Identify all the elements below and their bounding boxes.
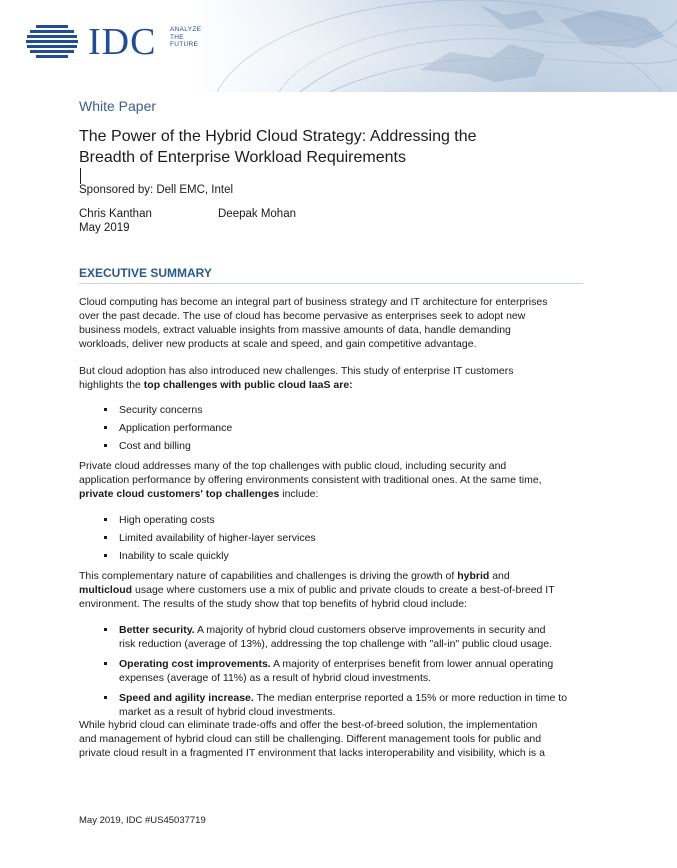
paragraph-management: While hybrid cloud can eliminate trade-offs and offer the best-of-breed solution, the implementation and management of hybrid cloud can still be challenging. Different management tools for public and private cloud result in a fragmented IT environment that lacks interoperability and visibility, which is a bbox=[79, 719, 545, 759]
list-item: Operating cost improvements. A majority of enterprises benefit from lower annual operating expenses (average of 11%) as a result of hybrid cloud investments. bbox=[103, 657, 583, 685]
list-item: Limited availability of higher-layer services bbox=[103, 531, 583, 545]
author-name: Deepak Mohan bbox=[218, 208, 296, 220]
list-item: Speed and agility increase. The median enterprise reported a 15% or more reduction in time to market as a result of hybrid cloud investments. bbox=[103, 691, 583, 719]
page-footer: May 2019, IDC #US45037719 bbox=[79, 815, 206, 826]
document-title: The Power of the Hybrid Cloud Strategy: Addressing the Breadth of Enterprise Workload Requirements bbox=[79, 126, 599, 184]
paragraph-public-challenges: But cloud adoption has also introduced new challenges. This study of enterprise IT customers highlights the top challenges with public cloud IaaS are: bbox=[79, 365, 514, 391]
document-type: White Paper bbox=[79, 98, 157, 114]
logo-wordmark: IDC bbox=[88, 21, 157, 63]
header-banner bbox=[0, 0, 677, 92]
author-name: Chris Kanthan bbox=[79, 208, 152, 220]
paragraph-hybrid: This complementary nature of capabilities and challenges is driving the growth of hybrid and multicloud usage where customers use a mix of public and private clouds to create a best-of-breed IT environment. The results of the study show that top benefits of hybrid cloud include: bbox=[79, 570, 555, 610]
publication-date: May 2019 bbox=[79, 222, 130, 234]
list-item: Application performance bbox=[103, 421, 583, 435]
private-challenges-list bbox=[103, 513, 583, 563]
list-item: Security concerns bbox=[103, 403, 583, 417]
list-item: Better security. A majority of hybrid cloud customers observe improvements in security and risk reduction (average of 13%), addressing the top challenge with "all-in" public cloud usage. bbox=[103, 623, 583, 651]
paragraph-intro: Cloud computing has become an integral part of business strategy and IT architecture for enterprises over the past decade. The use of cloud has become pervasive as enterprises seek to adopt new business models, extract valuable insights from massive amounts of data, handle demanding workloads, deliver new products at scale and speed, and gain competitive advantage. bbox=[79, 296, 548, 350]
logo-tagline: ANALYZE THE FUTURE bbox=[170, 26, 202, 48]
idc-globe-icon bbox=[22, 22, 82, 62]
list-item: Cost and billing bbox=[103, 439, 583, 453]
text-cursor bbox=[80, 168, 81, 184]
list-item: Inability to scale quickly bbox=[103, 549, 583, 563]
section-heading: EXECUTIVE SUMMARY bbox=[79, 266, 583, 284]
benefits-list bbox=[103, 623, 583, 719]
public-challenges-list bbox=[103, 403, 583, 453]
paragraph-private-cloud: Private cloud addresses many of the top challenges with public cloud, including security and application performance by offering environments consistent with traditional ones. At the same time, private cloud customers' top challenges include: bbox=[79, 460, 542, 500]
list-item: High operating costs bbox=[103, 513, 583, 527]
sponsor-line: Sponsored by: Dell EMC, Intel bbox=[79, 184, 234, 196]
